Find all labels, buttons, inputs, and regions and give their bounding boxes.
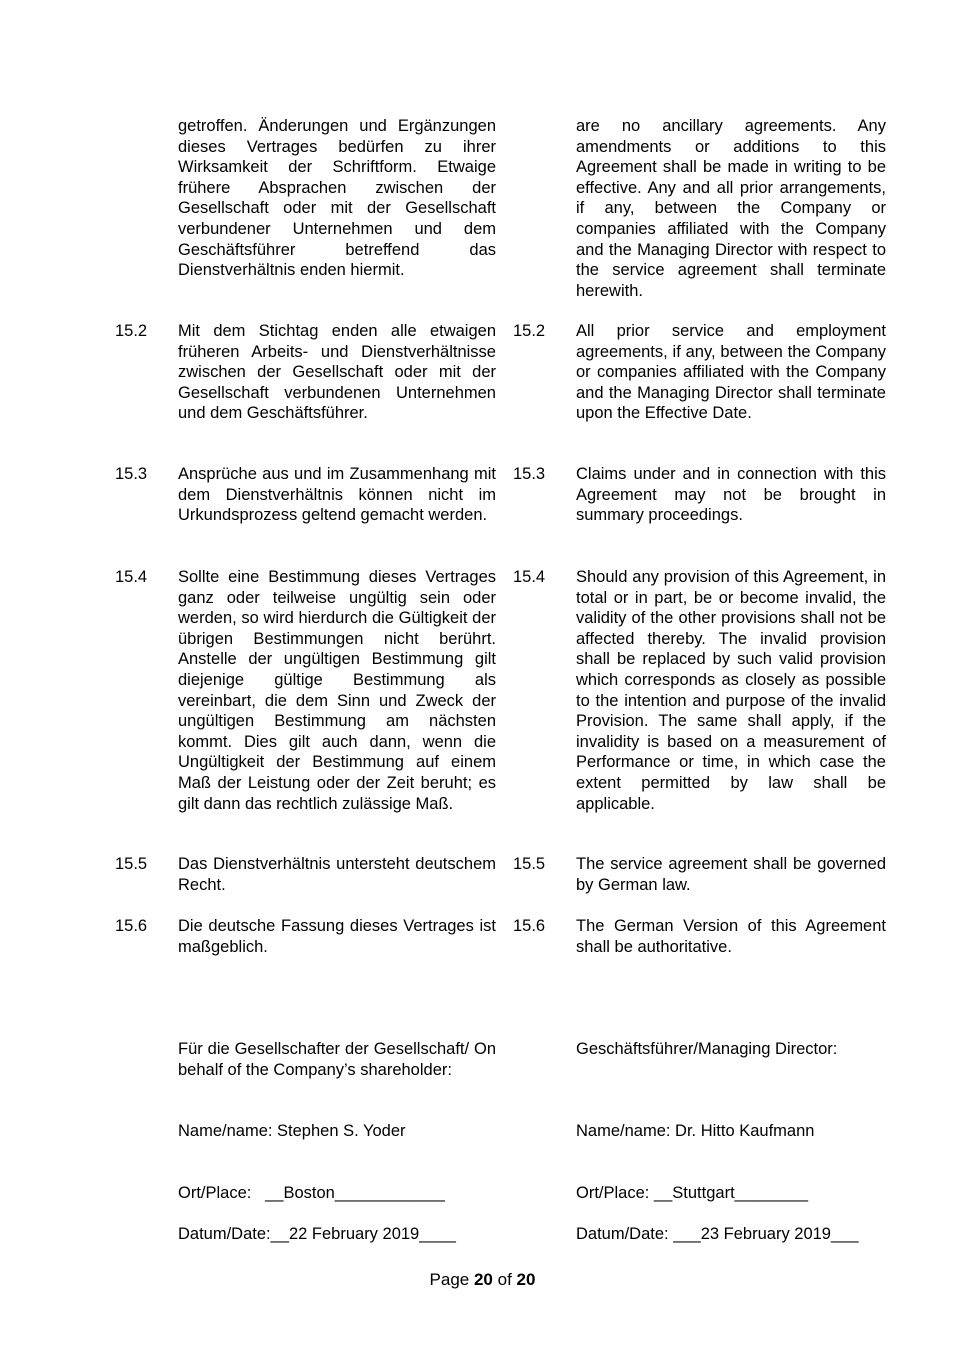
- clause-number-en: 15.2: [513, 322, 546, 340]
- clause-number-en: 15.5: [513, 855, 546, 873]
- clause-text-de: Die deutsche Fassung dieses Vertrages ist maßgeblich.: [178, 917, 496, 956]
- clause-text-en: All prior service and employment agreements, if any, between the Company or companies affiliated with the Company and the Managing Director shall terminate upon the Effective Date.: [576, 322, 886, 423]
- clause-text-de: Mit dem Stichtag enden alle etwaigen früheren Arbeits- und Dienstverhältnisse zwischen der Gesellschaft oder mit der Gesellschaft verbundenen Unternehmen und dem Geschäftsführer.: [178, 322, 496, 423]
- clause-number-de: 15.2: [115, 322, 148, 340]
- signature-heading-left: Für die Gesellschafter der Gesellschaft/ On behalf of the Company’s shareholder:: [178, 1040, 496, 1079]
- clause-number-en: 15.4: [513, 568, 546, 586]
- clause-text-en: are no ancillary agreements. Any amendments or additions to this Agreement shall be made in writing to be effective. Any and all prior arrangements, if any, between the Company or companies affiliated with the Company and the Managing Director with respect to the service agreement shall terminate herewith.: [576, 117, 886, 300]
- clause-number-en: 15.6: [513, 917, 546, 935]
- clause-number-de: 15.5: [115, 855, 148, 873]
- clause-number-en: 15.3: [513, 465, 546, 483]
- clause-text-de: Ansprüche aus und im Zusammenhang mit dem Dienstverhältnis können nicht im Urkundsprozess geltend gemacht werden.: [178, 465, 496, 525]
- clause-number-de: 15.6: [115, 917, 148, 935]
- clause-text-en: Should any provision of this Agreement, in total or in part, be or become invalid, the validity of the other provisions shall not be affected thereby. The invalid provision shall be replaced by such valid provision which corresponds as closely as possible to the intention and purpose of the invalid Provision. The same shall apply, if the invalidity is based on a measurement of Performance or time, in which case the extent permitted by law shall be applicable.: [576, 568, 886, 813]
- current-page-number: 20: [473, 1270, 493, 1289]
- clause-number-de: 15.3: [115, 465, 148, 483]
- page-footer: [0, 1270, 965, 1291]
- signature-place-right: Ort/Place: __Stuttgart________: [576, 1184, 809, 1202]
- page-label: Page: [429, 1270, 470, 1289]
- clause-number-de: 15.4: [115, 568, 148, 586]
- signature-date-right: Datum/Date: ___23 February 2019___: [576, 1225, 859, 1243]
- clause-text-de: getroffen. Änderungen und Ergänzungen dieses Vertrages bedürfen zu ihrer Wirksamkeit der Schriftform. Etwaige frühere Absprachen zwischen der Gesellschaft oder mit der Gesellschaft verbundener Unternehmen und dem Geschäftsführer betreffend das Dienstverhältnis enden hiermit.: [178, 117, 496, 280]
- clause-text-en: The German Version of this Agreement shall be authoritative.: [576, 917, 886, 956]
- clause-text-en: The service agreement shall be governed by German law.: [576, 855, 886, 894]
- clause-text-en: Claims under and in connection with this Agreement may not be brought in summary proceedings.: [576, 465, 886, 525]
- clause-text-de: Das Dienstverhältnis untersteht deutschem Recht.: [178, 855, 496, 894]
- signatory-name-right: Name/name: Dr. Hitto Kaufmann: [576, 1122, 815, 1140]
- clause-text-de: Sollte eine Bestimmung dieses Vertrages ganz oder teilweise ungültig sein oder werden, so wird hierdurch die Gültigkeit der übrigen Bestimmungen nicht berührt. Anstelle der ungültigen Bestimmung gilt diejenige gültige Bestimmung als vereinbart, die dem Sinn und Zweck der ungültigen Bestimmung am nächsten kommt. Dies gilt auch dann, wenn die Ungültigkeit der Bestimmung auf einem Maß der Leistung oder der Zeit beruht; es gilt dann das rechtlich zulässige Maß.: [178, 568, 496, 813]
- signature-date-left: Datum/Date:__22 February 2019____: [178, 1225, 456, 1243]
- signatory-name-left: Name/name: Stephen S. Yoder: [178, 1122, 406, 1140]
- signature-place-left: Ort/Place: __Boston____________: [178, 1184, 445, 1202]
- page-of-label: of: [497, 1270, 512, 1289]
- total-page-count: 20: [516, 1270, 536, 1289]
- signature-heading-right: Geschäftsführer/Managing Director:: [576, 1040, 838, 1058]
